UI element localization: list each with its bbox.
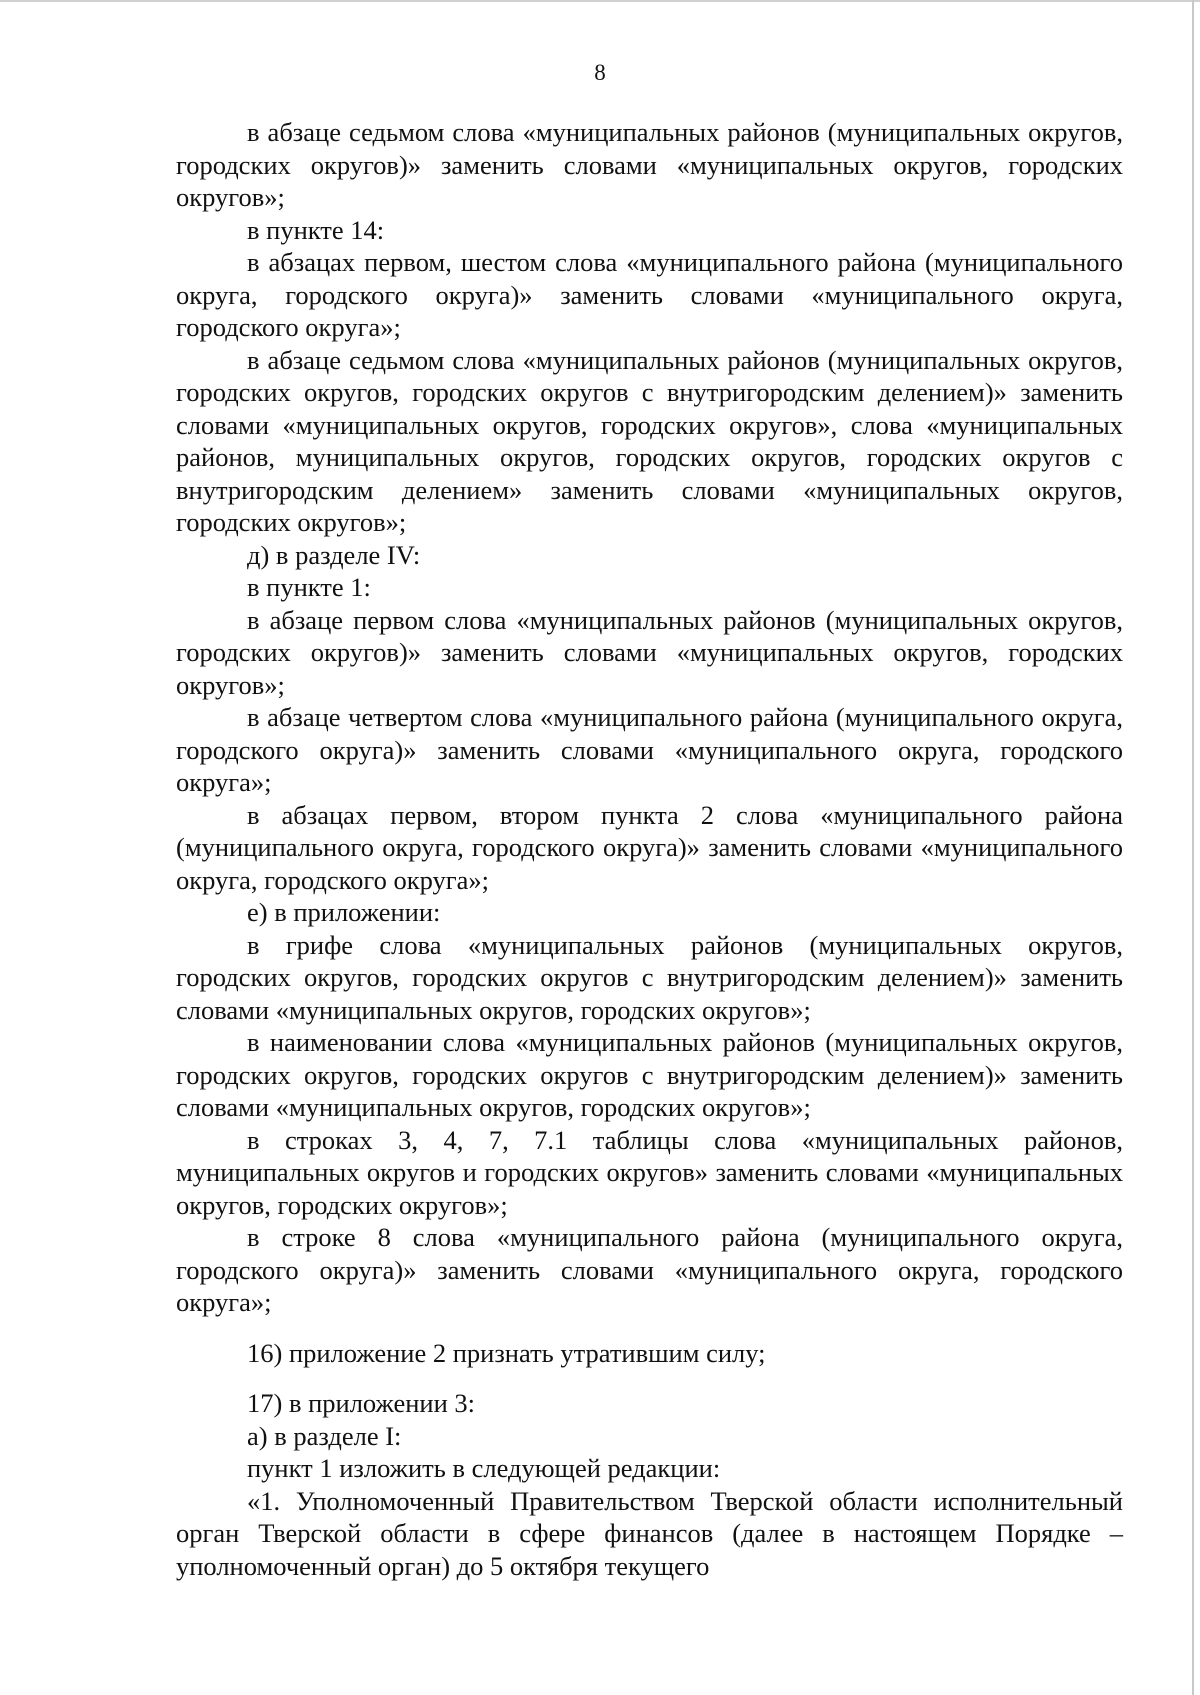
scan-edge-top <box>0 0 1200 2</box>
paragraph-4: в абзаце седьмом слова «муниципальных районов (муниципальных округов, городских округов, городских округов с внутригородским делением)» заменить словами «муниципальных округов, городских округов», слова «муниципальных районов, муниципальных округов, городских округов, городских округов с внутригородским делением» заменить словами «муниципальных округов, городских округов»; <box>176 344 1123 537</box>
paragraph-6: в пункте 1: <box>247 572 371 602</box>
paragraph-15: 16) приложение 2 признать утратившим силу; <box>247 1337 766 1368</box>
paragraph-12: в наименовании слова «муниципальных районов (муниципальных округов, городских округов, городских округов с внутригородским делением)» заменить словами «муниципальных округов, городских округов»; <box>176 1027 1123 1122</box>
document-body <box>176 116 1123 1582</box>
paragraph-13: в строках 3, 4, 7, 7.1 таблицы слова «муниципальных районов, муниципальных округов и городских округов» заменить словами «муниципальных округов, городских округов»; <box>176 1124 1123 1220</box>
paragraph-8: в абзаце четвертом слова «муниципального района (муниципального округа, городского округа)» заменить словами «муниципального округа, городского округа»; <box>176 702 1123 797</box>
paragraph-5: д) в разделе IV: <box>247 539 421 570</box>
paragraph-9: в абзацах первом, втором пункта 2 слова «муниципального района (муниципального округа, городского округа)» заменить словами «муниципального округа, городского округа»; <box>176 799 1123 895</box>
paragraph-16: 17) в приложении 3: <box>247 1388 476 1418</box>
paragraph-2: в пункте 14: <box>247 214 385 245</box>
paragraph-14: в строке 8 слова «муниципального района (муниципального округа, городского округа)» заменить словами «муниципального округа, городского округа»; <box>176 1222 1123 1317</box>
paragraph-19: «1. Уполномоченный Правительством Тверской области исполнительный орган Тверской области в сфере финансов (далее в настоящем Порядке – уполномоченный орган) до 5 октября текущего <box>176 1485 1123 1581</box>
paragraph-11: в грифе слова «муниципальных районов (муниципальных округов, городских округов, городских округов с внутригородским делением)» заменить словами «муниципальных округов, городских округов»; <box>176 929 1123 1025</box>
scan-edge-right <box>1192 0 1194 1695</box>
paragraph-17: а) в разделе I: <box>247 1420 402 1451</box>
paragraph-18: пункт 1 изложить в следующей редакции: <box>247 1453 721 1483</box>
paragraph-3: в абзацах первом, шестом слова «муниципального района (муниципального округа, городского округа)» заменить словами «муниципального округа, городского округа»; <box>176 247 1123 342</box>
page-number: 8 <box>594 60 606 85</box>
paragraph-1: в абзаце седьмом слова «муниципальных районов (муниципальных округов, городских округов)» заменить словами «муниципальных округов, городских округов»; <box>176 117 1123 212</box>
paragraph-7: в абзаце первом слова «муниципальных районов (муниципальных округов, городских округов)» заменить словами «муниципальных округов, городских округов»; <box>176 604 1123 700</box>
paragraph-10: е) в приложении: <box>247 897 441 927</box>
